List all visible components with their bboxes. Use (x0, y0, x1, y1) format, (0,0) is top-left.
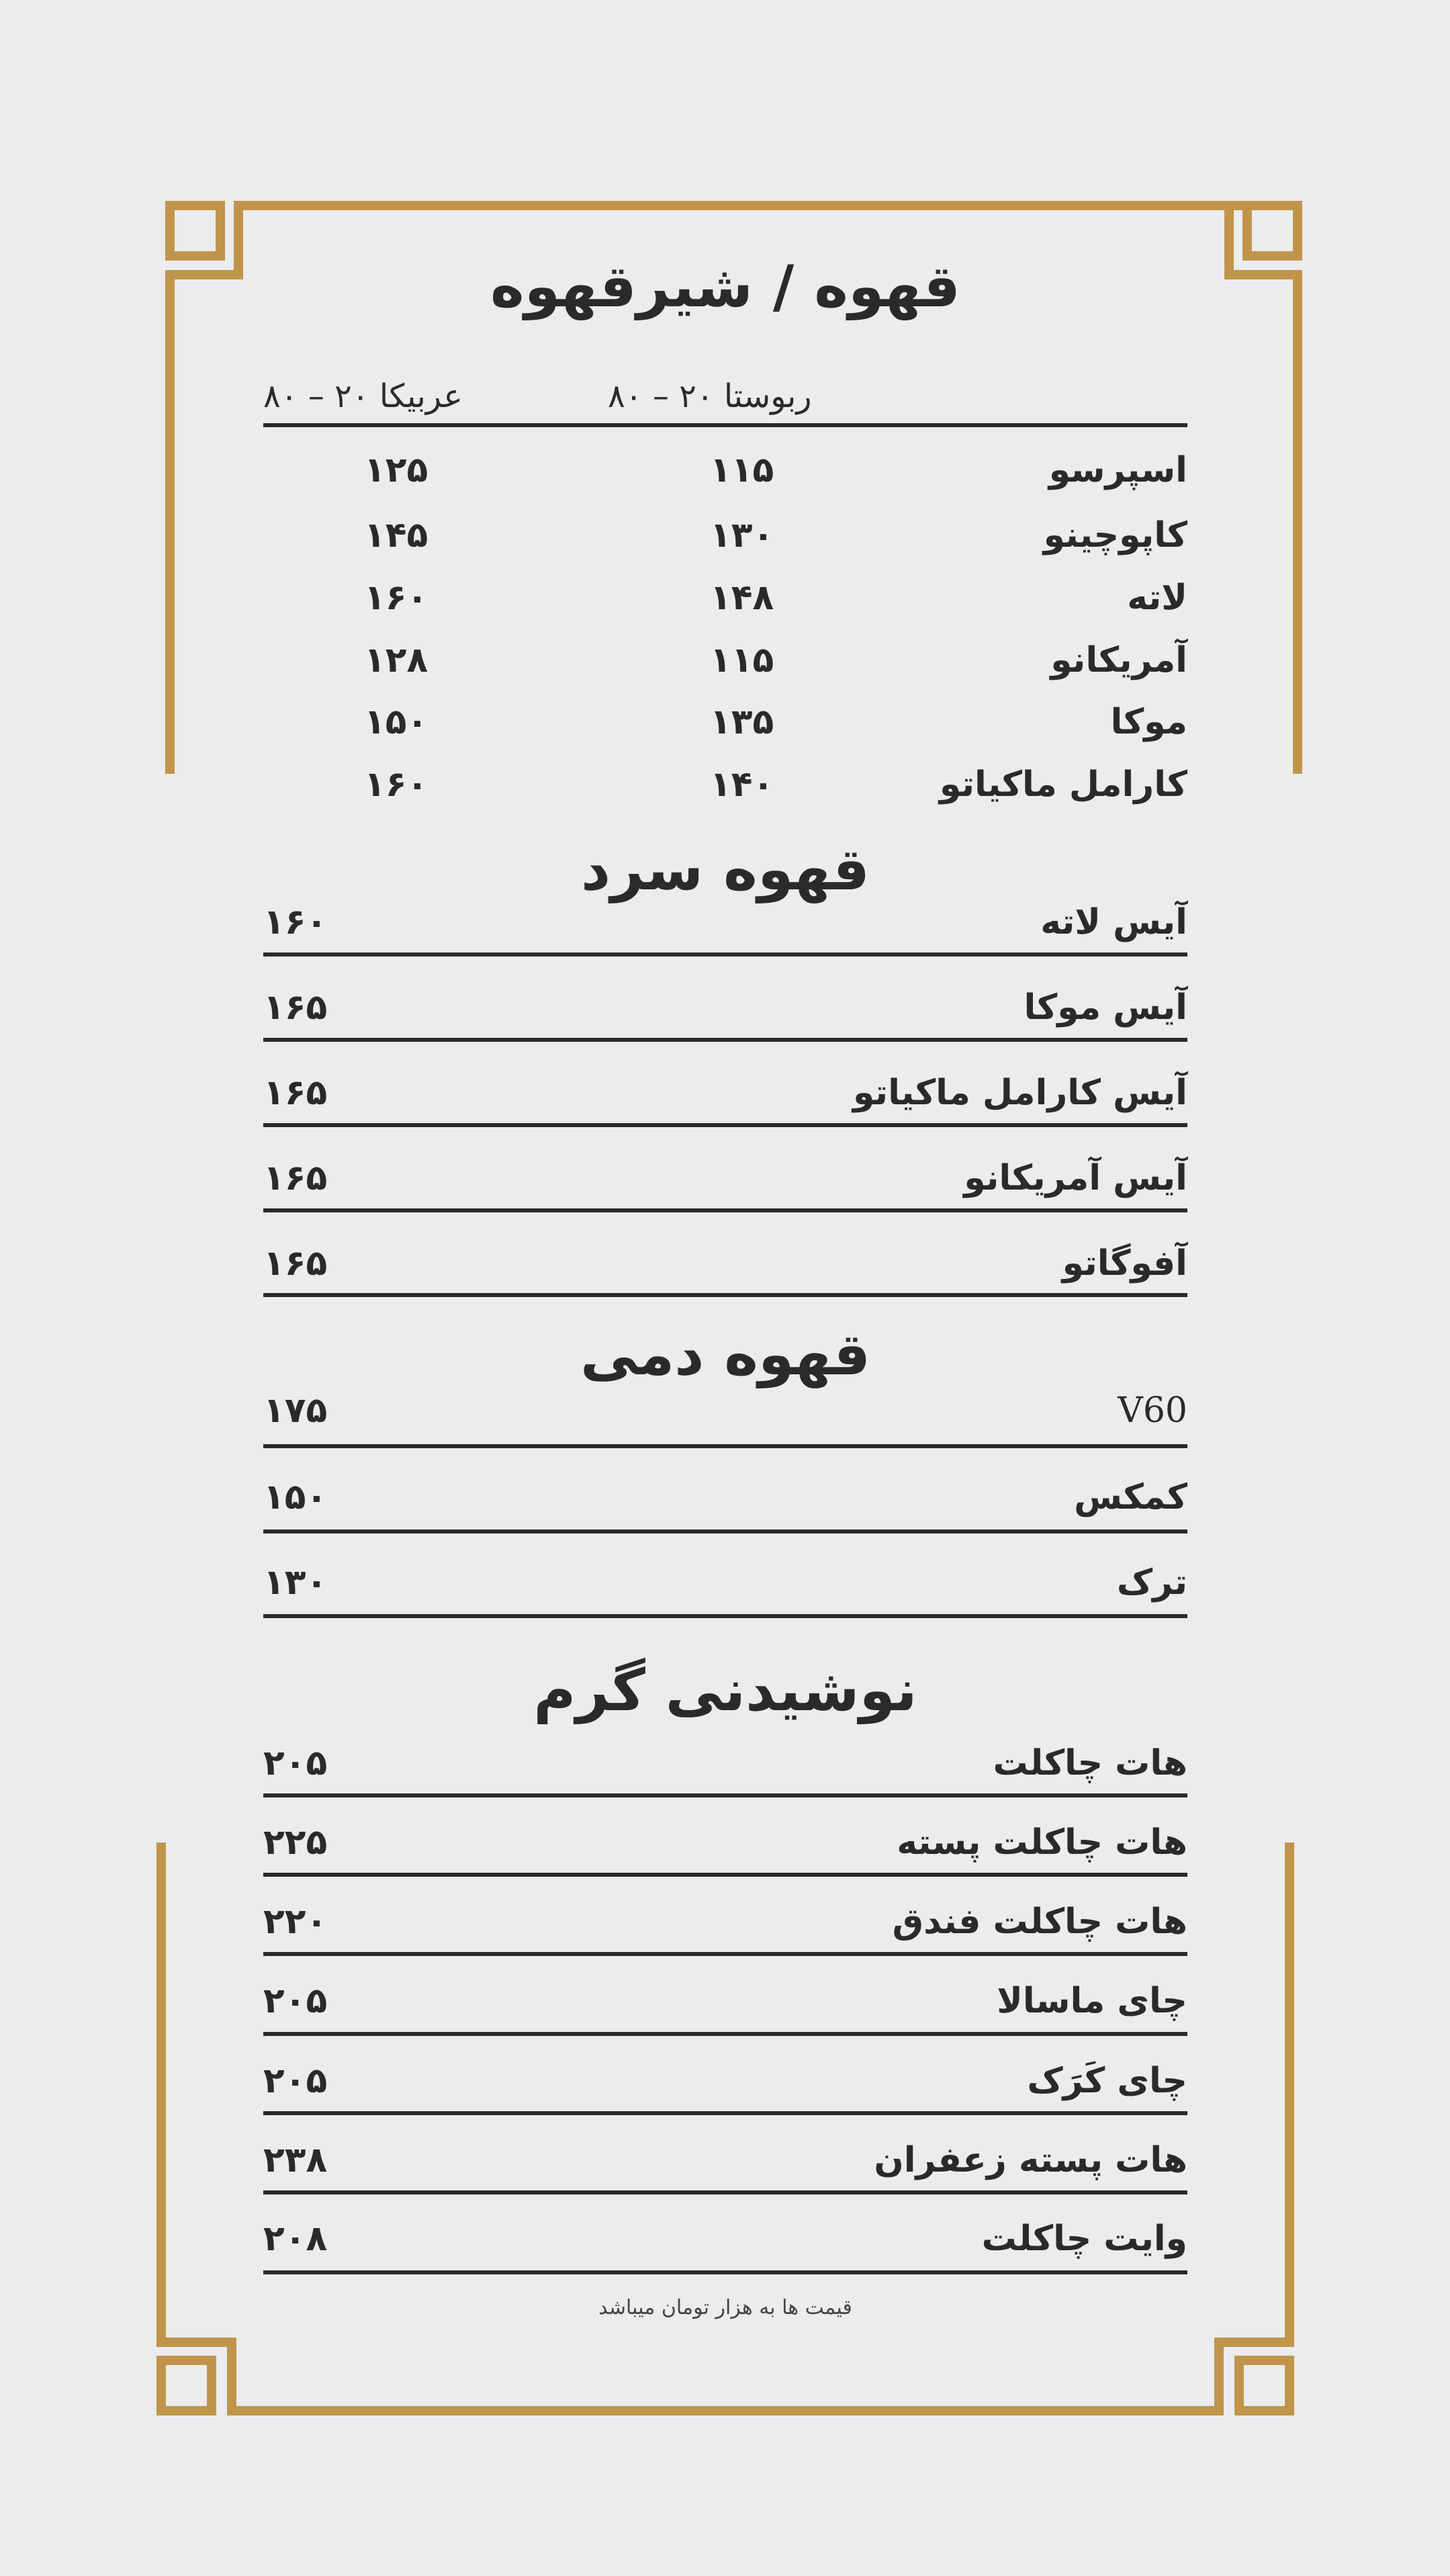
item-divider (263, 1793, 1187, 1797)
menu-item-row (263, 1819, 1187, 1866)
menu-item-row (263, 1474, 1187, 1521)
item-price: ۱۶۵ (263, 987, 328, 1028)
item-price-arabica: ۱۶۰ (364, 578, 428, 618)
item-name: هات چاکلت (993, 1743, 1187, 1783)
item-price: ۱۶۰ (263, 902, 328, 942)
menu-item-row (263, 899, 1187, 946)
section-title-cold-coffee: قهوه سرد (581, 836, 870, 903)
section-title-hot-drinks: نوشیدنی گرم (533, 1657, 917, 1724)
item-price: ۲۰۵ (263, 1743, 328, 1783)
item-name: آیس آمریکانو (964, 1158, 1187, 1198)
menu-item-row (263, 1155, 1187, 1202)
item-divider (263, 1614, 1187, 1618)
item-divider (263, 1208, 1187, 1212)
frame-corner-bottom-right-square (1239, 2360, 1289, 2411)
item-price-robusta: ۱۴۰ (710, 764, 774, 805)
item-name: اسپرسو (1048, 450, 1187, 490)
item-divider (263, 1529, 1187, 1534)
menu-item-row (263, 1559, 1187, 1606)
item-name: آیس کارامل ماکیاتو (852, 1073, 1187, 1113)
item-divider (263, 1444, 1187, 1448)
menu-item-row (263, 447, 1187, 494)
item-divider (263, 1038, 1187, 1042)
item-price-arabica: ۱۵۰ (364, 702, 428, 742)
menu-item-row (263, 984, 1187, 1031)
item-divider (263, 1952, 1187, 1956)
item-price: ۲۰۵ (263, 2061, 328, 2101)
menu-item-row (263, 512, 1187, 559)
item-divider (263, 1293, 1187, 1297)
frame-left-lower-line (161, 1847, 232, 2411)
frame-corner-top-left-square (170, 206, 220, 256)
item-price: ۲۲۰ (263, 1902, 328, 1942)
item-name: V60 (1118, 1390, 1187, 1431)
frame-left-upper-line (170, 206, 238, 769)
item-name: هات پسته زعفران (874, 2140, 1187, 2180)
item-name: آمریکانو (1050, 640, 1187, 680)
item-price: ۱۶۵ (263, 1243, 328, 1284)
column-header-robusta: ربوستا ۲۰ – ۸۰ (608, 377, 812, 415)
menu-item-row (263, 761, 1187, 808)
price-footnote: قیمت ها به هزار تومان میباشد (598, 2296, 852, 2319)
item-name: وایت چاکلت (981, 2219, 1187, 2259)
item-divider (263, 952, 1187, 957)
item-name: کاپوچینو (1043, 515, 1187, 556)
item-price: ۱۷۵ (263, 1390, 328, 1431)
item-name: موکا (1110, 702, 1187, 742)
item-name: چای ماسالا (997, 1981, 1187, 2021)
item-name: آفوگاتو (1062, 1243, 1187, 1284)
section-title-brew-coffee: قهوه دمی (580, 1321, 871, 1388)
menu-item-row (263, 2215, 1187, 2262)
item-price: ۲۳۸ (263, 2140, 328, 2180)
menu-item-row (263, 1898, 1187, 1945)
menu-item-row (263, 574, 1187, 621)
item-price: ۱۳۰ (263, 1562, 328, 1603)
item-price-arabica: ۱۲۵ (364, 450, 428, 490)
item-price-robusta: ۱۳۰ (710, 515, 774, 556)
frame-right-upper-line (1229, 206, 1298, 769)
item-name: آیس موکا (1024, 987, 1187, 1028)
item-price: ۲۲۵ (263, 1822, 328, 1863)
menu-item-row (263, 1740, 1187, 1787)
menu-item-row (263, 637, 1187, 684)
item-price-robusta: ۱۱۵ (710, 450, 774, 490)
item-divider (263, 2111, 1187, 2115)
item-price: ۲۰۸ (263, 2219, 328, 2259)
column-header-divider (263, 423, 1187, 427)
section-title-coffee-milk: قهوه / شیرقهوه (490, 253, 960, 320)
item-divider (263, 2032, 1187, 2036)
item-divider (263, 1873, 1187, 1877)
menu-item-row (263, 1978, 1187, 2025)
item-name: لاته (1127, 578, 1187, 618)
menu-item-row (263, 1069, 1187, 1116)
item-price-arabica: ۱۶۰ (364, 764, 428, 805)
item-price: ۱۶۵ (263, 1158, 328, 1198)
column-header-arabica: عربیکا ۲۰ – ۸۰ (263, 377, 463, 415)
item-name: کارامل ماکیاتو (939, 764, 1187, 805)
item-name: چای کَرَک (1027, 2061, 1187, 2101)
item-price-arabica: ۱۲۸ (364, 640, 428, 680)
item-price-robusta: ۱۴۸ (710, 578, 774, 618)
item-name: هات چاکلت فندق (892, 1902, 1187, 1942)
item-name: ترک (1116, 1562, 1187, 1603)
item-price: ۲۰۵ (263, 1981, 328, 2021)
item-name: آیس لاته (1040, 902, 1187, 942)
item-price: ۱۵۰ (263, 1477, 328, 1517)
item-price-robusta: ۱۳۵ (710, 702, 774, 742)
menu-item-row (263, 1240, 1187, 1287)
item-divider (263, 2190, 1187, 2194)
menu-item-row (263, 2057, 1187, 2104)
menu-item-row (263, 2137, 1187, 2184)
item-name: کمکس (1074, 1477, 1187, 1517)
item-price-robusta: ۱۱۵ (710, 640, 774, 680)
frame-corner-top-right-square (1247, 206, 1298, 256)
item-price-arabica: ۱۴۵ (364, 515, 428, 556)
item-divider (263, 2270, 1187, 2274)
item-name: هات چاکلت پسته (897, 1822, 1187, 1863)
menu-item-row (263, 699, 1187, 746)
frame-right-lower-line (1219, 1847, 1289, 2411)
item-divider (263, 1123, 1187, 1127)
menu-item-row (263, 1387, 1187, 1434)
frame-corner-bottom-left-square (161, 2360, 212, 2411)
item-price: ۱۶۵ (263, 1073, 328, 1113)
